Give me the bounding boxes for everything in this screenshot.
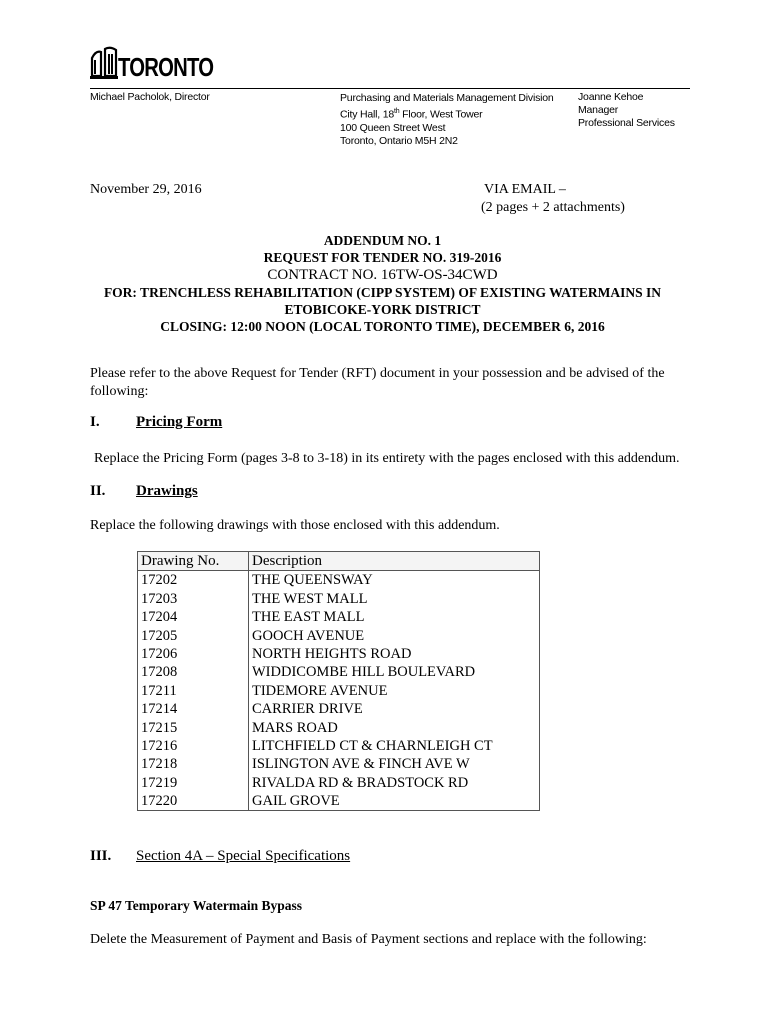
section-3-title: Section 4A – Special Specifications [136,848,351,864]
section-2-text: Replace the following drawings with those enclosed with this addendum. [90,518,500,533]
table-row [138,755,540,773]
addendum-titles [80,232,685,335]
drawing-number-cell: 17206 [138,645,249,663]
drawing-description-cell: THE WEST MALL [249,590,540,608]
drawing-description-cell: NORTH HEIGHTS ROAD [249,645,540,663]
drawing-number-cell: 17215 [138,719,249,737]
division-name: Purchasing and Materials Management Division [340,92,554,104]
section-1-text: Replace the Pricing Form (pages 3-8 to 3-18) in its entirety with the pages enclosed with this addendum. [94,451,680,466]
project-title-line2: ETOBICOKE-YORK DISTRICT [284,302,481,317]
drawing-number-cell: 17204 [138,608,249,626]
delivery-method: VIA EMAIL – [484,182,566,197]
table-row [138,608,540,626]
table-row [138,700,540,718]
table-row [138,627,540,645]
division-address-line3: 100 Queen Street West [340,121,446,134]
project-title-line1: FOR: TRENCHLESS REHABILITATION (CIPP SYSTEM) OF EXISTING WATERMAINS IN [103,285,662,300]
section-1-number: I. [90,414,100,430]
drawing-number-cell: 17219 [138,774,249,792]
section-1-title: Pricing Form [136,414,223,430]
drawing-number-cell: 17220 [138,792,249,811]
drawing-description-cell: THE QUEENSWAY [249,571,540,590]
drawing-number-cell: 17216 [138,737,249,755]
section-2-title: Drawings [136,483,198,499]
drawing-description-cell: LITCHFIELD CT & CHARNLEIGH CT [249,737,540,755]
page-count: (2 pages + 2 attachments) [481,200,625,215]
drawing-number-cell: 17211 [138,682,249,700]
intro-paragraph: Please refer to the above Request for Tender (RFT) document in your possession and be advised of the following: [90,366,665,399]
section-2-number: II. [90,483,106,499]
drawing-description-cell: CARRIER DRIVE [249,700,540,718]
header-rule [90,88,690,89]
drawing-number-cell: 17208 [138,663,249,681]
drawings-table [137,551,540,811]
table-row [138,719,540,737]
drawing-description-cell: GOOCH AVENUE [249,627,540,645]
drawing-description-cell: WIDDICOMBE HILL BOULEVARD [249,663,540,681]
division-address-line2: City Hall, 18th Floor, West Tower [340,108,483,121]
contact-name: Joanne Kehoe [578,91,644,103]
table-row [138,645,540,663]
rft-number: REQUEST FOR TENDER NO. 319-2016 [263,250,502,265]
closing-date: CLOSING: 12:00 NOON (LOCAL TORONTO TIME), DECEMBER 6, 2016 [160,319,605,334]
drawing-number-cell: 17218 [138,755,249,773]
toronto-logo [90,46,214,86]
sp47-text: Delete the Measurement of Payment and Basis of Payment sections and replace with the following: [90,932,647,947]
drawing-number-cell: 17202 [138,571,249,590]
addendum-number: ADDENDUM NO. 1 [323,233,442,248]
table-row [138,737,540,755]
table-row [138,590,540,608]
table-row [138,571,540,590]
contract-number: CONTRACT NO. 16TW-OS-34CWD [267,267,498,283]
table-row [138,774,540,792]
drawing-number-cell: 17214 [138,700,249,718]
drawing-description-cell: MARS ROAD [249,719,540,737]
contact-department: Professional Services [578,117,675,129]
drawing-description-cell: THE EAST MALL [249,608,540,626]
city-hall-icon [90,46,118,80]
header-drawing-no: Drawing No. [138,552,249,571]
sp47-heading: SP 47 Temporary Watermain Bypass [90,898,303,913]
logo-wordmark: TORONTO [118,52,214,82]
section-3-number: III. [90,848,112,864]
division-address-line4: Toronto, Ontario M5H 2N2 [340,134,458,147]
table-row [138,792,540,811]
contact-block [578,91,675,130]
drawing-description-cell: RIVALDA RD & BRADSTOCK RD [249,774,540,792]
letter-date: November 29, 2016 [90,182,202,197]
drawing-number-cell: 17203 [138,590,249,608]
director-name: Michael Pacholok, Director [90,91,210,103]
contact-title: Manager [578,104,619,116]
drawing-number-cell: 17205 [138,627,249,645]
header-description: Description [249,552,540,571]
table-row [138,663,540,681]
table-row [138,682,540,700]
division-address [340,92,554,148]
table-header-row [138,552,540,571]
drawing-description-cell: ISLINGTON AVE & FINCH AVE W [249,755,540,773]
drawing-description-cell: GAIL GROVE [249,792,540,811]
drawing-description-cell: TIDEMORE AVENUE [249,682,540,700]
